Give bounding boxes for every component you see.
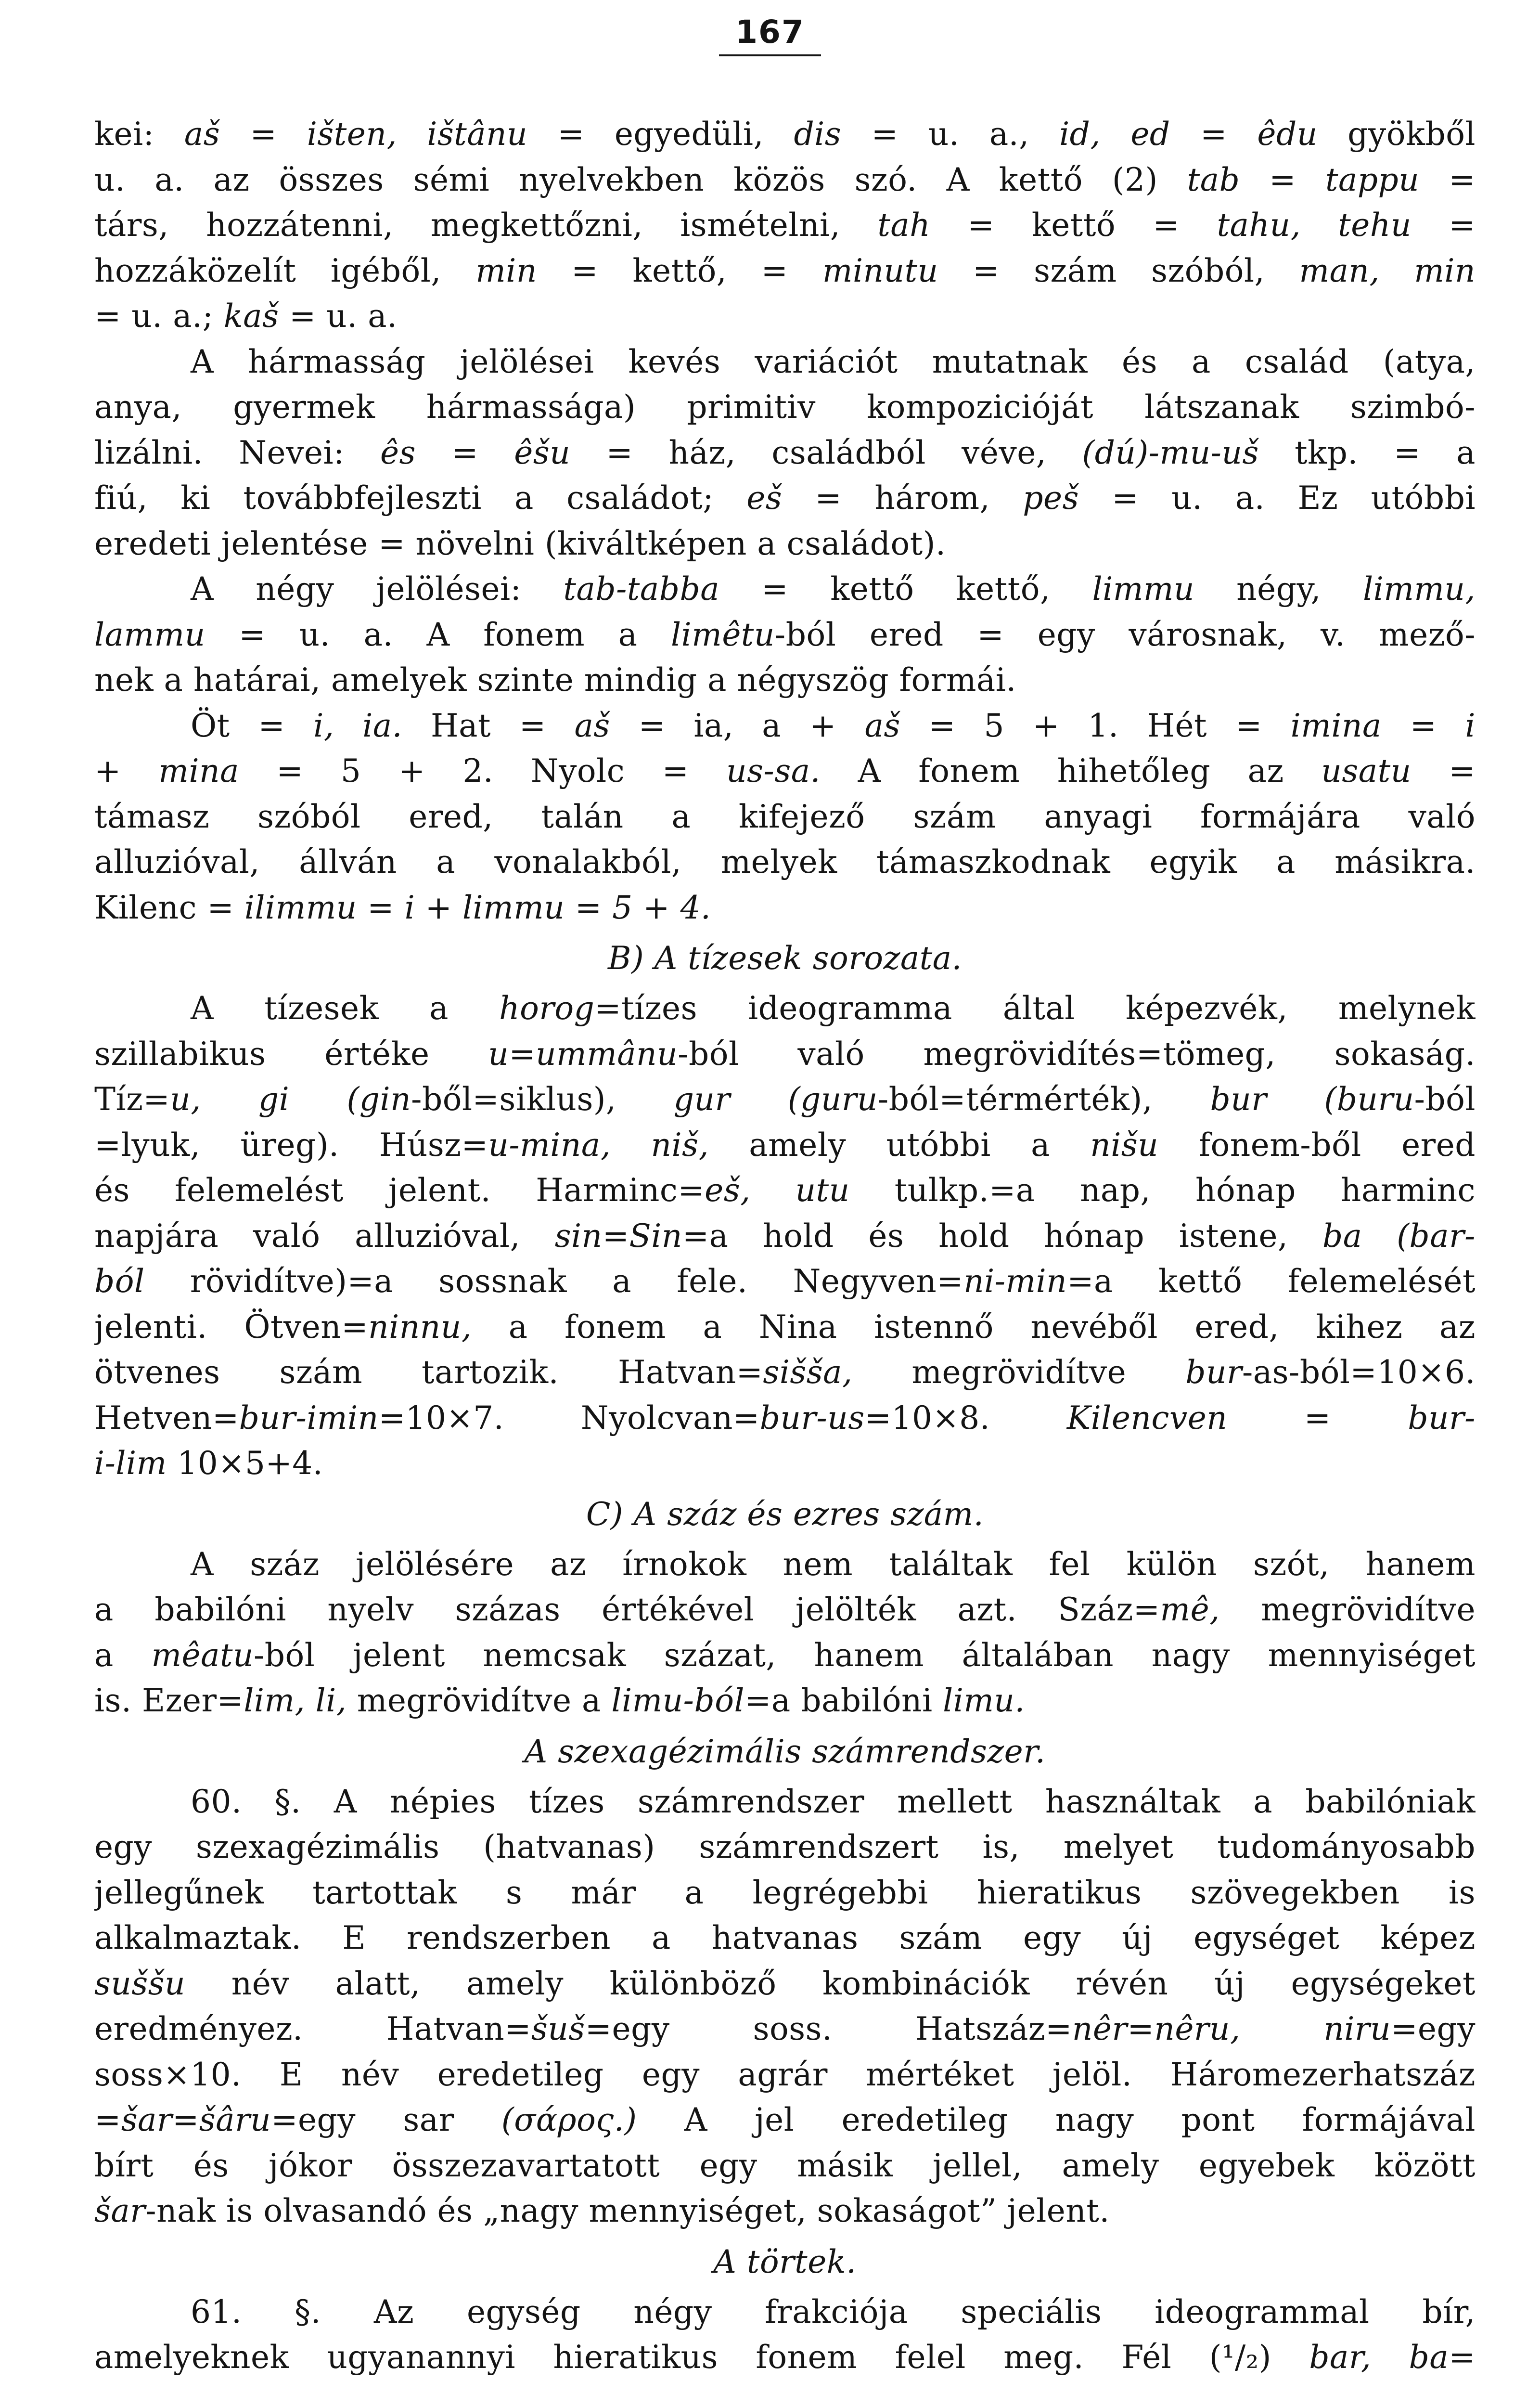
italic-run: ból <box>94 1263 145 1300</box>
text-run: = <box>220 116 307 153</box>
text-run: =a babilóni <box>744 1682 943 1719</box>
text-line <box>94 1779 1476 1825</box>
text-line <box>94 612 1476 658</box>
italic-run: bur <box>1185 1354 1243 1391</box>
text-run: tkp. = a <box>1258 434 1476 471</box>
text-run: jelenti. Ötven= <box>94 1308 369 1346</box>
text-line <box>94 476 1476 521</box>
text-line <box>94 2290 1476 2335</box>
text-run: = <box>415 434 514 471</box>
text-run: = <box>565 889 613 926</box>
text-run: név alatt, amely különböző kombinációk révén új egységeket <box>185 1965 1476 2002</box>
text-line <box>94 1305 1476 1350</box>
italic-run: u <box>488 1035 509 1073</box>
text-run: u. a. az összes sémi nyelvekben közös szó. A kettő (2) <box>94 161 1187 198</box>
text-line <box>94 1441 1476 1487</box>
text-run: ötvenes szám tartozik. Hatvan= <box>94 1354 763 1391</box>
italic-run: gur (guru <box>673 1081 878 1118</box>
text-line <box>94 1123 1476 1168</box>
italic-run: šar <box>94 2192 146 2229</box>
text-run: Hat = <box>402 707 575 744</box>
page-number: 167 <box>0 13 1540 56</box>
text-run: = <box>94 2101 121 2138</box>
text-line <box>94 1350 1476 1396</box>
text-run: amelyeknek ugyanannyi hieratikus fonem felel meg. Fél (¹/₂) <box>94 2339 1309 2376</box>
italic-run: kaš <box>223 298 279 335</box>
text-run: = egyedüli, <box>527 116 794 153</box>
italic-run: tahu, tehu <box>1217 207 1412 244</box>
text-run: =lyuk, üreg). Húsz= <box>94 1126 488 1164</box>
italic-run: šar <box>121 2101 173 2138</box>
text-run: = u. a. A fonem a <box>205 616 671 653</box>
section-heading <box>94 1487 1476 1542</box>
italic-run: A törtek. <box>713 2243 857 2280</box>
text-line <box>94 567 1476 612</box>
italic-run: B) A tízesek sorozata. <box>607 940 962 977</box>
text-run: társ, hozzátenni, megkettőzni, ismételni, <box>94 207 878 244</box>
text-run: = u. a.; <box>94 298 224 335</box>
text-run: -ból való megrövidítés=tömeg, sokaság. <box>678 1035 1476 1073</box>
text-run: = <box>1127 2010 1155 2047</box>
text-line <box>94 1214 1476 1259</box>
italic-run: aš <box>574 707 610 744</box>
text-line <box>94 840 1476 885</box>
italic-run: bar, ba <box>1309 2339 1449 2376</box>
text-run: -as-ból=10×6. <box>1242 1354 1476 1391</box>
text-run: soss×10. E név eredetileg egy agrár mértéket jelöl. Háromezerhatszáz <box>94 2056 1476 2093</box>
text-run: -ből=siklus), <box>411 1081 674 1118</box>
text-line <box>94 1961 1476 2007</box>
text-line <box>94 703 1476 749</box>
text-run: -ból jelent nemcsak százat, hanem általában nagy mennyiséget <box>254 1636 1476 1674</box>
italic-run: Sin <box>629 1217 682 1255</box>
text-run: tulkp.=a nap, hónap harminc <box>849 1172 1476 1209</box>
italic-run: min <box>475 252 537 289</box>
text-run: szillabikus értéke <box>94 1035 488 1073</box>
italic-run: horog <box>499 990 595 1027</box>
text-run: és felemelést jelent. Harminc= <box>94 1172 705 1209</box>
section-heading <box>94 1724 1476 1779</box>
italic-run: minutu <box>822 252 938 289</box>
text-run: = kettő = <box>930 207 1217 244</box>
italic-run: limmu, <box>1363 570 1476 608</box>
text-run: = <box>1419 161 1476 198</box>
text-run: =a kettő felemelését <box>1067 1263 1476 1300</box>
text-run: -ból <box>1414 1081 1476 1118</box>
italic-run: suššu <box>94 1965 186 2002</box>
text-line <box>94 794 1476 840</box>
text-run: =a hold és hold hónap istene, <box>682 1217 1323 1255</box>
text-run: eredményez. Hatvan= <box>94 2010 531 2047</box>
italic-run: aš <box>184 116 220 153</box>
italic-run: bur-imin <box>239 1399 379 1436</box>
italic-run: ummânu <box>536 1035 678 1073</box>
italic-run: i-lim <box>94 1445 167 1482</box>
italic-run: tah <box>877 207 931 244</box>
text-run: + <box>415 889 462 926</box>
text-run: -nak is olvasandó és „nagy mennyiséget, sokaságot” jelent. <box>145 2192 1110 2229</box>
text-line <box>94 112 1476 157</box>
italic-run: C) A száz és ezres szám. <box>586 1495 984 1533</box>
text-run: Hetven= <box>94 1399 239 1436</box>
text-run: = <box>1411 207 1476 244</box>
italic-run: Kilencven = bur- <box>1066 1399 1476 1436</box>
italic-run: man, min <box>1299 252 1476 289</box>
italic-run: i <box>404 889 415 926</box>
text-run: + <box>94 752 159 789</box>
text-line <box>94 2097 1476 2143</box>
italic-run: tappu <box>1325 161 1420 198</box>
italic-run: sin <box>554 1217 603 1255</box>
text-run: = három, <box>782 479 1023 517</box>
text-run: = <box>1170 116 1258 153</box>
text-run: = <box>1411 752 1476 789</box>
text-run: megrövidítve <box>852 1354 1186 1391</box>
text-line <box>94 203 1476 248</box>
text-line <box>94 385 1476 430</box>
text-run: =tízes ideogramma által képezvék, melynek <box>594 990 1476 1027</box>
text-run: = szám szóból, <box>938 252 1299 289</box>
text-run: =egy soss. Hatszáz= <box>585 2010 1072 2047</box>
italic-run: tab <box>1187 161 1240 198</box>
text-run: eredeti jelentése = növelni (kiváltképen a családot). <box>94 525 946 562</box>
text-run: = <box>1449 2339 1476 2376</box>
italic-run: imina <box>1290 707 1382 744</box>
text-run: a babilóni nyelv százas értékével jelölték azt. Száz= <box>94 1591 1160 1628</box>
italic-run: dis <box>794 116 842 153</box>
italic-run: êdu <box>1257 116 1318 153</box>
text-run: a <box>94 1636 152 1674</box>
text-run: A fonem hihetőleg az <box>821 752 1322 789</box>
text-run: lizálni. Nevei: <box>94 434 381 471</box>
body-text <box>94 112 1476 2381</box>
text-line <box>94 658 1476 703</box>
text-run: = <box>1381 707 1465 744</box>
text-run: anya, gyermek hármassága) primitiv kompozicióját látszanak szimbó- <box>94 388 1476 426</box>
text-line <box>94 1825 1476 1870</box>
text-run: is. Ezer= <box>94 1682 244 1719</box>
text-run: négy, <box>1194 570 1363 608</box>
text-line <box>94 1077 1476 1123</box>
italic-run: mêatu <box>151 1636 254 1674</box>
text-run: nek a határai, amelyek szinte mindig a négyszög formái. <box>94 661 1016 699</box>
text-line <box>94 1870 1476 1916</box>
text-run: 10×5+4. <box>167 1445 323 1482</box>
italic-run: aš <box>864 707 900 744</box>
italic-run: mê, <box>1160 1591 1220 1628</box>
text-run: A hármasság jelölései kevés variációt mutatnak és a család (atya, <box>191 343 1476 380</box>
text-run: = <box>509 1035 536 1073</box>
italic-run: limu. <box>943 1682 1025 1719</box>
text-run: egy szexagézimális (hatvanas) számrendszert is, melyet tudományosabb <box>94 1828 1476 1865</box>
text-run: = 5 + 1. Hét = <box>900 707 1291 744</box>
italic-run: êšu <box>514 434 571 471</box>
text-run: = <box>357 889 405 926</box>
text-run: = kettő kettő, <box>719 570 1092 608</box>
text-run: = ház, családból véve, <box>570 434 1082 471</box>
text-run: =10×8. <box>864 1399 1067 1436</box>
italic-run: ba (bar- <box>1322 1217 1476 1255</box>
text-line <box>94 1633 1476 1679</box>
italic-run: nêr <box>1072 2010 1128 2047</box>
italic-run: šuš <box>531 2010 585 2047</box>
italic-run: ilimmu <box>244 889 357 926</box>
text-run: = kettő, = <box>537 252 822 289</box>
italic-run: šâru <box>199 2101 271 2138</box>
italic-run: u-mina, niš, <box>488 1126 709 1164</box>
italic-run: i <box>1465 707 1476 744</box>
italic-run: ni-min <box>963 1263 1067 1300</box>
italic-run: nišu <box>1090 1126 1159 1164</box>
text-run: 61. §. Az egység négy frakciója speciális ideogrammal bír, <box>191 2293 1476 2330</box>
italic-run: ês <box>380 434 416 471</box>
text-line <box>94 1542 1476 1588</box>
text-line <box>94 1915 1476 1961</box>
text-line <box>94 157 1476 203</box>
text-run: fiú, ki továbbfejleszti a családot; <box>94 479 747 517</box>
text-run: Kilenc = <box>94 889 244 926</box>
italic-run: išten, ištânu <box>307 116 528 153</box>
text-run: -ból ered = egy városnak, v. mező- <box>774 616 1476 653</box>
italic-run: A szexagézimális számrendszer. <box>524 1733 1046 1770</box>
text-run: támasz szóból ered, talán a kifejező szám anyagi formájára való <box>94 798 1476 835</box>
italic-run: nêru, niru <box>1154 2010 1391 2047</box>
text-run: hozzáközelít igéből, <box>94 252 476 289</box>
italic-run: usatu <box>1321 752 1412 789</box>
italic-run: mina <box>158 752 239 789</box>
text-run: megrövidítve a <box>346 1682 612 1719</box>
text-line <box>94 1168 1476 1214</box>
text-run: A tízesek a <box>191 990 500 1027</box>
text-run: =10×7. Nyolcvan= <box>378 1399 760 1436</box>
italic-run: id, ed <box>1059 116 1170 153</box>
text-run: fonem-ből ered <box>1158 1126 1476 1164</box>
italic-run: limmu <box>462 889 565 926</box>
text-line <box>94 1396 1476 1441</box>
italic-run: lammu <box>94 616 205 653</box>
text-run: = ia, a + <box>610 707 865 744</box>
text-run: amely utóbbi a <box>708 1126 1091 1164</box>
italic-run: bur (buru <box>1210 1081 1414 1118</box>
text-line <box>94 2006 1476 2052</box>
italic-run: (σάρος.) <box>501 2101 637 2138</box>
text-line <box>94 1259 1476 1305</box>
text-line <box>94 294 1476 339</box>
text-run: megrövidítve <box>1219 1591 1476 1628</box>
italic-run: us-sa. <box>726 752 821 789</box>
text-line <box>94 2143 1476 2189</box>
text-run: gyökből <box>1317 116 1476 153</box>
italic-run: eš <box>746 479 783 517</box>
text-run: Öt = <box>191 707 314 744</box>
text-line <box>94 2052 1476 2098</box>
text-line <box>94 1032 1476 1077</box>
italic-run: peš <box>1023 479 1079 517</box>
italic-run: u, gi (gin <box>170 1081 411 1118</box>
text-run: jellegűnek tartottak s már a legrégebbi hieratikus szövegekben is <box>94 1874 1476 1911</box>
italic-run: limmu <box>1092 570 1195 608</box>
text-run: = <box>1240 161 1325 198</box>
text-line <box>94 986 1476 1032</box>
italic-run: limu-ból <box>611 1682 745 1719</box>
text-run: A jel eredetileg nagy pont formájával <box>637 2101 1476 2138</box>
italic-run: 5 + 4. <box>612 889 711 926</box>
text-line <box>94 2335 1476 2381</box>
italic-run: ninnu, <box>368 1308 472 1346</box>
text-run: alkalmaztak. E rendszerben a hatvanas szám egy új egységet képez <box>94 1919 1476 1956</box>
text-run: A száz jelölésére az írnokok nem találtak fel külön szót, hanem <box>191 1545 1476 1583</box>
text-run: = u. a., <box>841 116 1060 153</box>
italic-run: (dú)-mu-uš <box>1082 434 1259 471</box>
text-run: = 5 + 2. Nyolc = <box>239 752 727 789</box>
text-line <box>94 749 1476 794</box>
text-run: napjára való alluzióval, <box>94 1217 555 1255</box>
italic-run: limêtu <box>671 616 775 653</box>
text-run: bírt és jókor összezavartatott egy másik jellel, amely egyebek között <box>94 2147 1476 2184</box>
text-run: a fonem a Nina istennő nevéből ered, kihez az <box>472 1308 1476 1346</box>
text-run: 60. §. A népies tízes számrendszer mellett használtak a babilóniak <box>191 1783 1476 1820</box>
text-line <box>94 2188 1476 2234</box>
text-line <box>94 1587 1476 1633</box>
section-heading <box>94 2234 1476 2290</box>
text-run: Tíz= <box>94 1081 170 1118</box>
text-line <box>94 339 1476 385</box>
text-run: = <box>602 1217 629 1255</box>
text-run: -ból=térmérték), <box>877 1081 1210 1118</box>
italic-run: sišša, <box>763 1354 853 1391</box>
text-run: = u. a. Ez utóbbi <box>1078 479 1476 517</box>
text-line <box>94 248 1476 294</box>
text-run: =egy <box>1391 2010 1476 2047</box>
text-run: kei: <box>94 116 184 153</box>
text-run: = <box>172 2101 199 2138</box>
italic-run: bur-us <box>759 1399 865 1436</box>
italic-run: lim, li, <box>244 1682 347 1719</box>
section-heading <box>94 931 1476 986</box>
text-line <box>94 521 1476 567</box>
text-line <box>94 1678 1476 1724</box>
text-line <box>94 430 1476 476</box>
text-run: alluzióval, állván a vonalakból, melyek támaszkodnak egyik a másikra. <box>94 843 1476 880</box>
italic-run: tab-tabba <box>563 570 720 608</box>
text-run: = u. a. <box>279 298 398 335</box>
text-line <box>94 885 1476 931</box>
italic-run: i, ia. <box>313 707 403 744</box>
text-run: rövidítve)=a sossnak a fele. Negyven= <box>144 1263 964 1300</box>
text-run: =egy sar <box>271 2101 501 2138</box>
italic-run: eš, utu <box>705 1172 850 1209</box>
text-run: A négy jelölései: <box>191 570 564 608</box>
